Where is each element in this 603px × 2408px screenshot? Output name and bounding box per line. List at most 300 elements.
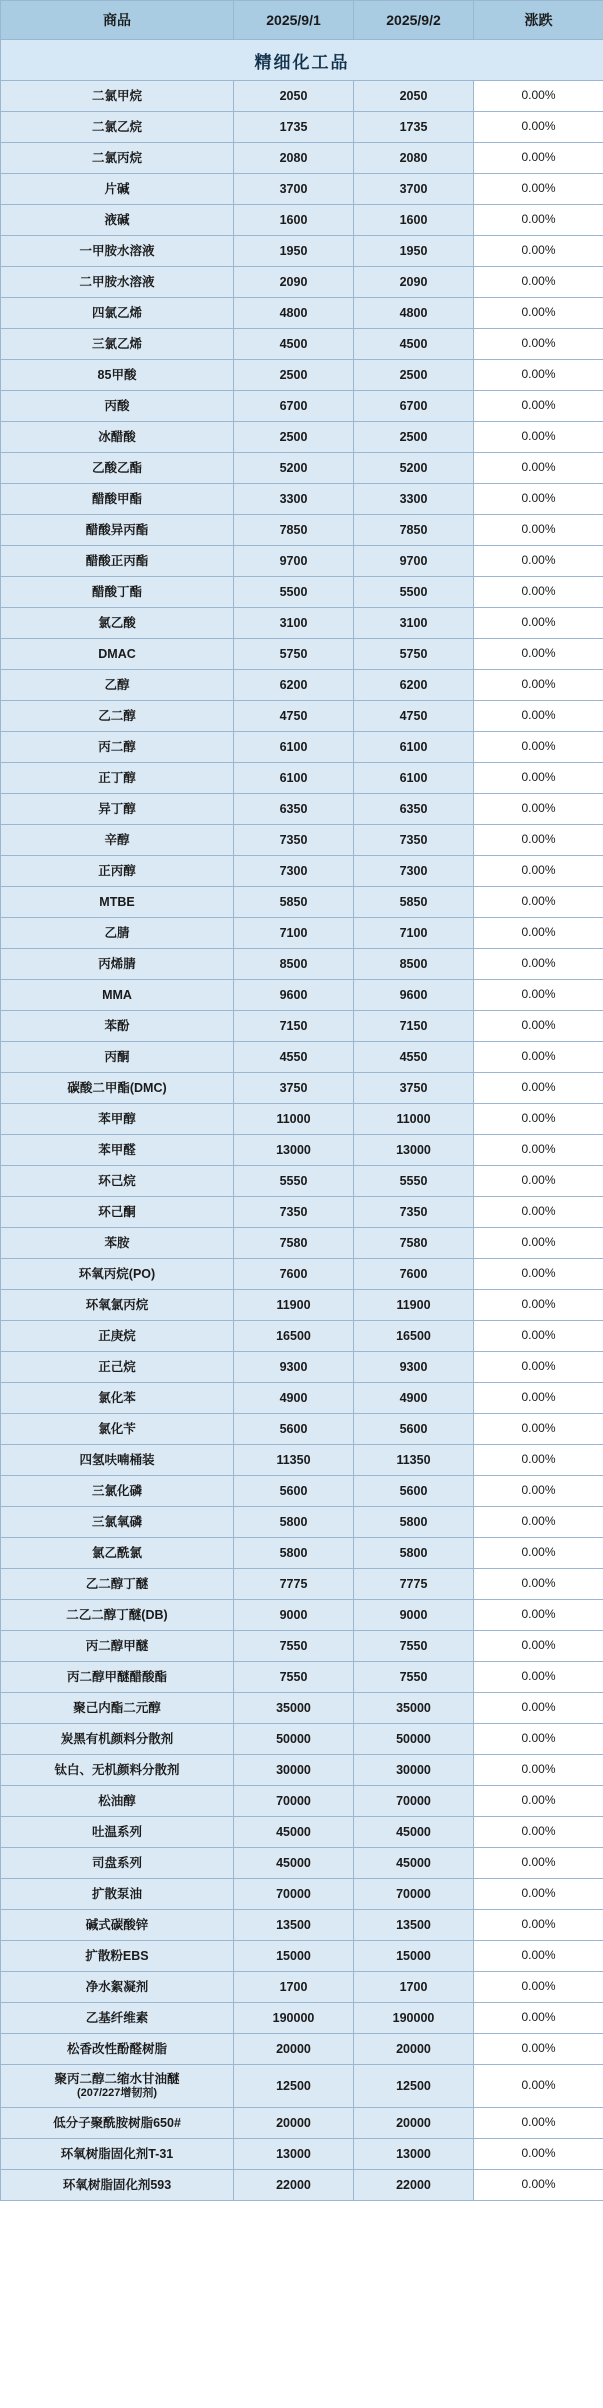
cell-price-date-2: 2050 <box>354 81 474 112</box>
cell-change: 0.00% <box>474 949 603 980</box>
cell-price-date-1: 4750 <box>234 701 354 732</box>
cell-product-name: 二氯乙烷 <box>1 112 234 143</box>
cell-product-name: 85甲酸 <box>1 360 234 391</box>
cell-price-date-1: 5750 <box>234 639 354 670</box>
cell-price-date-2: 5800 <box>354 1538 474 1569</box>
cell-price-date-1: 11350 <box>234 1445 354 1476</box>
cell-price-date-2: 45000 <box>354 1848 474 1879</box>
cell-change: 0.00% <box>474 2139 603 2170</box>
cell-price-date-1: 6100 <box>234 763 354 794</box>
cell-product-name: 醋酸异丙酯 <box>1 515 234 546</box>
cell-price-date-1: 5800 <box>234 1538 354 1569</box>
cell-change: 0.00% <box>474 856 603 887</box>
cell-change: 0.00% <box>474 1569 603 1600</box>
table-row <box>1 577 603 608</box>
table-row <box>1 1724 603 1755</box>
cell-price-date-1: 12500 <box>234 2065 354 2108</box>
cell-price-date-1: 16500 <box>234 1321 354 1352</box>
section-title: 精细化工品 <box>1 40 603 81</box>
cell-product-name: 苯甲醇 <box>1 1104 234 1135</box>
cell-change: 0.00% <box>474 1507 603 1538</box>
cell-price-date-2: 6100 <box>354 763 474 794</box>
cell-price-date-1: 30000 <box>234 1755 354 1786</box>
cell-price-date-2: 7550 <box>354 1631 474 1662</box>
cell-price-date-2: 2500 <box>354 422 474 453</box>
cell-product-name: 二乙二醇丁醚(DB) <box>1 1600 234 1631</box>
table-row <box>1 1011 603 1042</box>
cell-price-date-2: 70000 <box>354 1786 474 1817</box>
cell-product-name: 扩散粉EBS <box>1 1941 234 1972</box>
cell-price-date-1: 2090 <box>234 267 354 298</box>
cell-product-name: 醋酸甲酯 <box>1 484 234 515</box>
table-row <box>1 1383 603 1414</box>
cell-price-date-1: 4550 <box>234 1042 354 1073</box>
cell-price-date-2: 13000 <box>354 1135 474 1166</box>
cell-product-name: MTBE <box>1 887 234 918</box>
cell-change: 0.00% <box>474 1290 603 1321</box>
cell-price-date-2: 9600 <box>354 980 474 1011</box>
cell-change: 0.00% <box>474 701 603 732</box>
cell-product-name: 四氢呋喃桶装 <box>1 1445 234 1476</box>
table-row <box>1 1662 603 1693</box>
cell-product-name: 丙二醇 <box>1 732 234 763</box>
cell-price-date-1: 7775 <box>234 1569 354 1600</box>
table-row <box>1 980 603 1011</box>
cell-product-name: 正己烷 <box>1 1352 234 1383</box>
cell-price-date-1: 9700 <box>234 546 354 577</box>
table-row <box>1 515 603 546</box>
cell-price-date-1: 7150 <box>234 1011 354 1042</box>
table-row <box>1 949 603 980</box>
cell-price-date-1: 70000 <box>234 1786 354 1817</box>
cell-price-date-2: 16500 <box>354 1321 474 1352</box>
cell-change: 0.00% <box>474 298 603 329</box>
table-row <box>1 2108 603 2139</box>
table-row <box>1 484 603 515</box>
table-row <box>1 1755 603 1786</box>
cell-change: 0.00% <box>474 267 603 298</box>
table-row <box>1 2034 603 2065</box>
cell-change: 0.00% <box>474 1414 603 1445</box>
cell-price-date-1: 2050 <box>234 81 354 112</box>
cell-price-date-2: 4750 <box>354 701 474 732</box>
cell-product-name: 乙二醇 <box>1 701 234 732</box>
cell-product-name: 聚己内酯二元醇 <box>1 1693 234 1724</box>
cell-change: 0.00% <box>474 453 603 484</box>
cell-product-subtitle: (207/227增韧剂) <box>76 2086 158 2099</box>
cell-price-date-2: 2090 <box>354 267 474 298</box>
table-row <box>1 794 603 825</box>
cell-product-name: 三氯化磷 <box>1 1476 234 1507</box>
cell-product-name: 乙二醇丁醚 <box>1 1569 234 1600</box>
cell-change: 0.00% <box>474 1104 603 1135</box>
cell-price-date-1: 4800 <box>234 298 354 329</box>
cell-change: 0.00% <box>474 980 603 1011</box>
cell-price-date-2: 11000 <box>354 1104 474 1135</box>
cell-product-name: 聚丙二醇二缩水甘油醚 (207/227增韧剂) <box>1 2065 234 2108</box>
cell-price-date-1: 13000 <box>234 2139 354 2170</box>
column-header-product: 商品 <box>1 1 234 40</box>
table-row <box>1 2003 603 2034</box>
table-row <box>1 701 603 732</box>
cell-change: 0.00% <box>474 1817 603 1848</box>
cell-product-name: 扩散泵油 <box>1 1879 234 1910</box>
cell-product-name: DMAC <box>1 639 234 670</box>
cell-change: 0.00% <box>474 1321 603 1352</box>
table-row <box>1 267 603 298</box>
table-row <box>1 1228 603 1259</box>
cell-price-date-2: 7300 <box>354 856 474 887</box>
table-row <box>1 205 603 236</box>
cell-product-name: 一甲胺水溶液 <box>1 236 234 267</box>
cell-price-date-1: 22000 <box>234 2170 354 2201</box>
cell-product-name: 环氧氯丙烷 <box>1 1290 234 1321</box>
cell-price-date-2: 7600 <box>354 1259 474 1290</box>
cell-change: 0.00% <box>474 484 603 515</box>
cell-price-date-1: 6350 <box>234 794 354 825</box>
cell-change: 0.00% <box>474 205 603 236</box>
cell-change: 0.00% <box>474 2003 603 2034</box>
cell-product-name: 二氯甲烷 <box>1 81 234 112</box>
cell-price-date-2: 4550 <box>354 1042 474 1073</box>
cell-price-date-1: 7300 <box>234 856 354 887</box>
cell-price-date-2: 15000 <box>354 1941 474 1972</box>
table-row <box>1 1290 603 1321</box>
table-row <box>1 1631 603 1662</box>
cell-change: 0.00% <box>474 112 603 143</box>
cell-price-date-2: 11350 <box>354 1445 474 1476</box>
cell-change: 0.00% <box>474 794 603 825</box>
cell-change: 0.00% <box>474 1228 603 1259</box>
cell-product-name: 炭黑有机颜料分散剂 <box>1 1724 234 1755</box>
cell-change: 0.00% <box>474 1538 603 1569</box>
cell-change: 0.00% <box>474 1042 603 1073</box>
cell-price-date-1: 2080 <box>234 143 354 174</box>
cell-product-name: 碳酸二甲酯(DMC) <box>1 1073 234 1104</box>
cell-price-date-1: 70000 <box>234 1879 354 1910</box>
cell-change: 0.00% <box>474 143 603 174</box>
cell-product-name: 低分子聚酰胺树脂650# <box>1 2108 234 2139</box>
cell-product-name: 正丙醇 <box>1 856 234 887</box>
cell-price-date-2: 4900 <box>354 1383 474 1414</box>
table-row <box>1 1941 603 1972</box>
table-row <box>1 546 603 577</box>
table-row <box>1 608 603 639</box>
cell-price-date-2: 6700 <box>354 391 474 422</box>
cell-price-date-2: 6200 <box>354 670 474 701</box>
table-row <box>1 2170 603 2201</box>
cell-price-date-2: 9700 <box>354 546 474 577</box>
cell-change: 0.00% <box>474 1197 603 1228</box>
cell-price-date-1: 7100 <box>234 918 354 949</box>
cell-product-name: 醋酸丁酯 <box>1 577 234 608</box>
cell-price-date-2: 5850 <box>354 887 474 918</box>
table-row <box>1 670 603 701</box>
cell-price-date-1: 11000 <box>234 1104 354 1135</box>
cell-price-date-2: 3300 <box>354 484 474 515</box>
cell-product-name: 环氧树脂固化剂T-31 <box>1 2139 234 2170</box>
cell-price-date-1: 35000 <box>234 1693 354 1724</box>
cell-price-date-1: 45000 <box>234 1848 354 1879</box>
cell-price-date-1: 45000 <box>234 1817 354 1848</box>
cell-price-date-1: 2500 <box>234 422 354 453</box>
cell-change: 0.00% <box>474 174 603 205</box>
cell-product-name: 碱式碳酸锌 <box>1 1910 234 1941</box>
cell-product-name: 三氯乙烯 <box>1 329 234 360</box>
cell-price-date-1: 6700 <box>234 391 354 422</box>
cell-price-date-2: 5600 <box>354 1476 474 1507</box>
cell-change: 0.00% <box>474 422 603 453</box>
cell-product-name: 环己酮 <box>1 1197 234 1228</box>
cell-product-name: 乙醇 <box>1 670 234 701</box>
cell-change: 0.00% <box>474 1600 603 1631</box>
cell-product-name: 正丁醇 <box>1 763 234 794</box>
table-row <box>1 453 603 484</box>
cell-price-date-2: 20000 <box>354 2108 474 2139</box>
cell-product-name: 丙二醇甲醚醋酸酯 <box>1 1662 234 1693</box>
table-row <box>1 1569 603 1600</box>
cell-price-date-1: 7600 <box>234 1259 354 1290</box>
table-row <box>1 887 603 918</box>
cell-change: 0.00% <box>474 329 603 360</box>
table-row <box>1 1104 603 1135</box>
cell-price-date-1: 8500 <box>234 949 354 980</box>
cell-product-name: 冰醋酸 <box>1 422 234 453</box>
cell-product-name: 丙烯腈 <box>1 949 234 980</box>
table-row <box>1 763 603 794</box>
cell-price-date-1: 190000 <box>234 2003 354 2034</box>
cell-price-date-1: 9600 <box>234 980 354 1011</box>
cell-change: 0.00% <box>474 1166 603 1197</box>
cell-price-date-1: 4500 <box>234 329 354 360</box>
cell-product-name: 异丁醇 <box>1 794 234 825</box>
cell-product-name: 醋酸正丙酯 <box>1 546 234 577</box>
cell-price-date-1: 3300 <box>234 484 354 515</box>
cell-price-date-1: 3750 <box>234 1073 354 1104</box>
cell-price-date-1: 11900 <box>234 1290 354 1321</box>
cell-product-name: 松香改性酚醛树脂 <box>1 2034 234 2065</box>
cell-change: 0.00% <box>474 1941 603 1972</box>
cell-change: 0.00% <box>474 1662 603 1693</box>
cell-price-date-2: 7350 <box>354 1197 474 1228</box>
cell-change: 0.00% <box>474 1879 603 1910</box>
cell-price-date-2: 7775 <box>354 1569 474 1600</box>
cell-price-date-1: 7850 <box>234 515 354 546</box>
table-row <box>1 1600 603 1631</box>
cell-price-date-2: 7850 <box>354 515 474 546</box>
cell-price-date-2: 5600 <box>354 1414 474 1445</box>
cell-product-name: 苯甲醛 <box>1 1135 234 1166</box>
cell-price-date-1: 7350 <box>234 1197 354 1228</box>
cell-price-date-2: 7580 <box>354 1228 474 1259</box>
table-row <box>1 422 603 453</box>
cell-price-date-2: 3100 <box>354 608 474 639</box>
table-row <box>1 1135 603 1166</box>
table-row <box>1 1786 603 1817</box>
table-row <box>1 174 603 205</box>
column-header-change: 涨跌 <box>474 1 603 40</box>
cell-price-date-1: 5500 <box>234 577 354 608</box>
cell-price-date-2: 11900 <box>354 1290 474 1321</box>
cell-change: 0.00% <box>474 2034 603 2065</box>
cell-price-date-2: 5550 <box>354 1166 474 1197</box>
cell-price-date-2: 7350 <box>354 825 474 856</box>
cell-product-name: 苯酚 <box>1 1011 234 1042</box>
cell-product-name: 液碱 <box>1 205 234 236</box>
cell-product-name: 丙酮 <box>1 1042 234 1073</box>
cell-change: 0.00% <box>474 1693 603 1724</box>
table-row <box>1 732 603 763</box>
cell-price-date-1: 1700 <box>234 1972 354 2003</box>
table-header <box>1 1 603 40</box>
table-row <box>1 360 603 391</box>
table-row <box>1 298 603 329</box>
cell-product-name: 氯乙酸 <box>1 608 234 639</box>
cell-price-date-1: 7350 <box>234 825 354 856</box>
column-header-date-1: 2025/9/1 <box>234 1 354 40</box>
table-row <box>1 1042 603 1073</box>
cell-product-name: 吐温系列 <box>1 1817 234 1848</box>
cell-price-date-2: 9300 <box>354 1352 474 1383</box>
table-row <box>1 1476 603 1507</box>
cell-change: 0.00% <box>474 639 603 670</box>
cell-price-date-2: 7550 <box>354 1662 474 1693</box>
cell-price-date-1: 5600 <box>234 1476 354 1507</box>
cell-price-date-1: 4900 <box>234 1383 354 1414</box>
table-row <box>1 1259 603 1290</box>
cell-change: 0.00% <box>474 1631 603 1662</box>
cell-price-date-1: 15000 <box>234 1941 354 1972</box>
table-row <box>1 1166 603 1197</box>
cell-change: 0.00% <box>474 732 603 763</box>
cell-change: 0.00% <box>474 763 603 794</box>
cell-product-name: 丙酸 <box>1 391 234 422</box>
table-row <box>1 236 603 267</box>
cell-price-date-1: 5850 <box>234 887 354 918</box>
cell-price-date-2: 6100 <box>354 732 474 763</box>
cell-price-date-2: 7150 <box>354 1011 474 1042</box>
cell-product-name: 净水絮凝剂 <box>1 1972 234 2003</box>
table-row <box>1 1817 603 1848</box>
cell-price-date-1: 5550 <box>234 1166 354 1197</box>
cell-product-name: 氯乙酰氯 <box>1 1538 234 1569</box>
table-row <box>1 1414 603 1445</box>
cell-price-date-1: 1950 <box>234 236 354 267</box>
cell-price-date-2: 12500 <box>354 2065 474 2108</box>
cell-change: 0.00% <box>474 670 603 701</box>
cell-price-date-1: 50000 <box>234 1724 354 1755</box>
section-header-row <box>1 40 603 81</box>
cell-product-name: 乙基纤维素 <box>1 2003 234 2034</box>
cell-change: 0.00% <box>474 1848 603 1879</box>
table-row <box>1 1197 603 1228</box>
cell-product-name: 氯化苄 <box>1 1414 234 1445</box>
cell-change: 0.00% <box>474 2170 603 2201</box>
cell-product-name: 二甲胺水溶液 <box>1 267 234 298</box>
cell-price-date-1: 7580 <box>234 1228 354 1259</box>
cell-price-date-2: 2080 <box>354 143 474 174</box>
header-row <box>1 1 603 40</box>
table-row <box>1 1073 603 1104</box>
cell-price-date-1: 6200 <box>234 670 354 701</box>
cell-price-date-2: 30000 <box>354 1755 474 1786</box>
cell-price-date-2: 13000 <box>354 2139 474 2170</box>
cell-change: 0.00% <box>474 1972 603 2003</box>
cell-product-name: 正庚烷 <box>1 1321 234 1352</box>
cell-price-date-2: 22000 <box>354 2170 474 2201</box>
cell-change: 0.00% <box>474 1476 603 1507</box>
cell-change: 0.00% <box>474 1259 603 1290</box>
cell-price-date-2: 5500 <box>354 577 474 608</box>
cell-price-date-1: 5200 <box>234 453 354 484</box>
cell-change: 0.00% <box>474 577 603 608</box>
cell-change: 0.00% <box>474 1073 603 1104</box>
cell-price-date-2: 4800 <box>354 298 474 329</box>
table-row <box>1 1321 603 1352</box>
table-row <box>1 1879 603 1910</box>
cell-change: 0.00% <box>474 391 603 422</box>
cell-change: 0.00% <box>474 887 603 918</box>
cell-price-date-1: 3100 <box>234 608 354 639</box>
cell-product-name: MMA <box>1 980 234 1011</box>
cell-product-name: 辛醇 <box>1 825 234 856</box>
table-row <box>1 856 603 887</box>
cell-change: 0.00% <box>474 515 603 546</box>
cell-change: 0.00% <box>474 1755 603 1786</box>
table-row <box>1 1848 603 1879</box>
cell-change: 0.00% <box>474 1352 603 1383</box>
cell-price-date-1: 5600 <box>234 1414 354 1445</box>
cell-price-date-2: 2500 <box>354 360 474 391</box>
cell-price-date-1: 1735 <box>234 112 354 143</box>
cell-price-date-2: 190000 <box>354 2003 474 2034</box>
table-row <box>1 329 603 360</box>
cell-price-date-1: 6100 <box>234 732 354 763</box>
table-row <box>1 391 603 422</box>
cell-price-date-2: 7100 <box>354 918 474 949</box>
cell-price-date-2: 13500 <box>354 1910 474 1941</box>
cell-product-name: 环氧丙烷(PO) <box>1 1259 234 1290</box>
cell-price-date-2: 1950 <box>354 236 474 267</box>
cell-price-date-1: 13000 <box>234 1135 354 1166</box>
cell-price-date-2: 5200 <box>354 453 474 484</box>
cell-change: 0.00% <box>474 825 603 856</box>
cell-price-date-2: 5750 <box>354 639 474 670</box>
cell-product-name: 三氯氧磷 <box>1 1507 234 1538</box>
cell-price-date-2: 50000 <box>354 1724 474 1755</box>
table-row <box>1 1507 603 1538</box>
cell-price-date-1: 13500 <box>234 1910 354 1941</box>
cell-change: 0.00% <box>474 1383 603 1414</box>
cell-change: 0.00% <box>474 1724 603 1755</box>
table-row <box>1 2065 603 2108</box>
cell-product-name: 氯化苯 <box>1 1383 234 1414</box>
cell-change: 0.00% <box>474 360 603 391</box>
cell-price-date-2: 45000 <box>354 1817 474 1848</box>
cell-change: 0.00% <box>474 546 603 577</box>
table-row <box>1 1538 603 1569</box>
cell-price-date-2: 6350 <box>354 794 474 825</box>
table-row <box>1 825 603 856</box>
cell-product-name: 松油醇 <box>1 1786 234 1817</box>
cell-price-date-2: 8500 <box>354 949 474 980</box>
cell-change: 0.00% <box>474 2065 603 2108</box>
cell-price-date-2: 70000 <box>354 1879 474 1910</box>
table-row <box>1 918 603 949</box>
cell-change: 0.00% <box>474 1011 603 1042</box>
cell-change: 0.00% <box>474 1910 603 1941</box>
cell-price-date-1: 2500 <box>234 360 354 391</box>
